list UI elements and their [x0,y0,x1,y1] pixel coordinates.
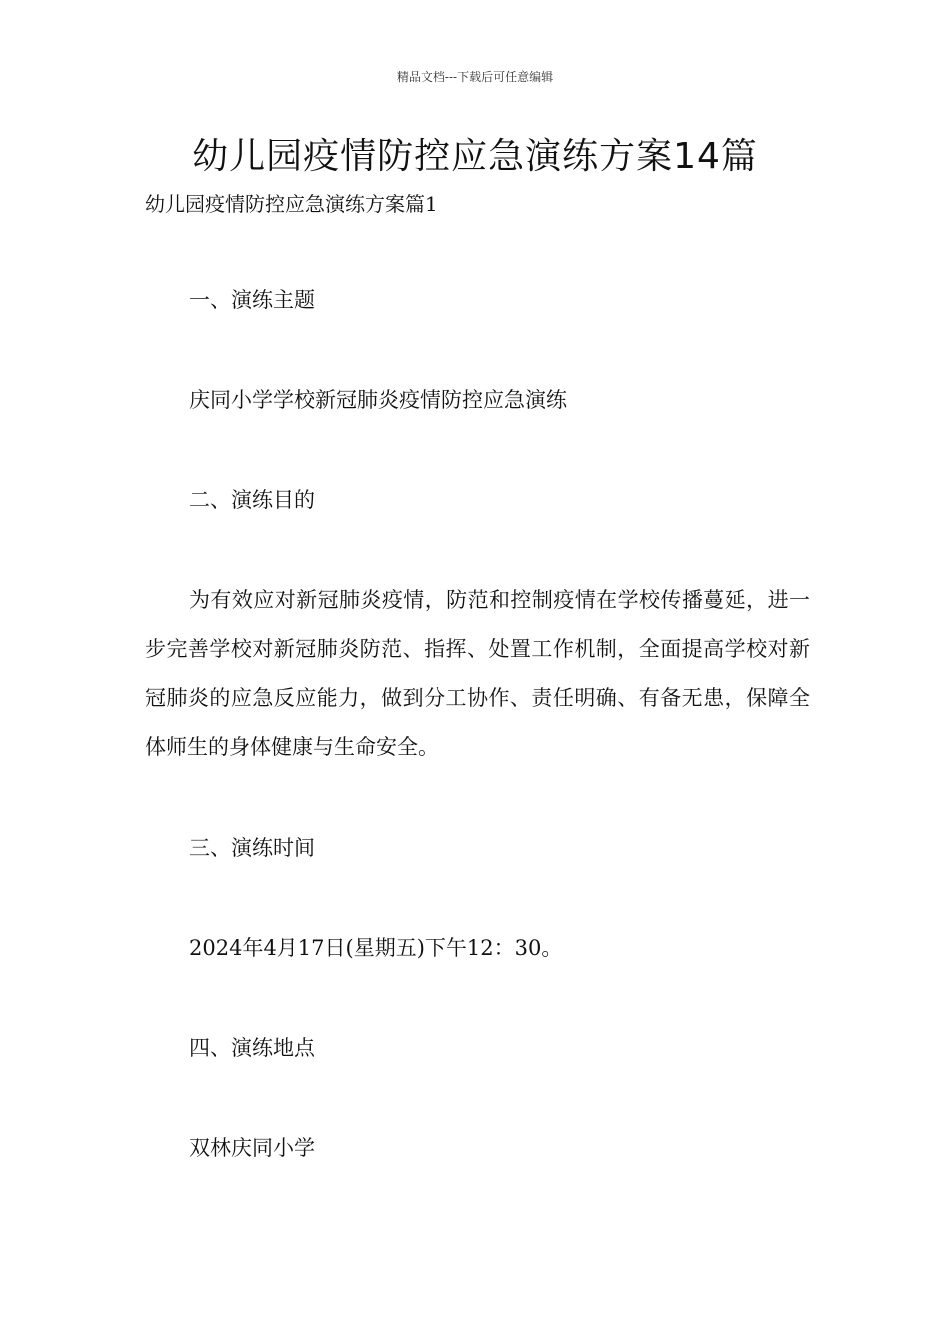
paragraph-drill-theme: 庆同小学学校新冠肺炎疫情防控应急演练 [189,388,567,412]
heading-drill-location: 四、演练地点 [189,1036,315,1060]
heading-drill-time: 三、演练时间 [189,836,315,860]
section-subtitle: 幼儿园疫情防控应急演练方案篇1 [145,192,438,216]
heading-drill-theme: 一、演练主题 [189,288,315,312]
heading-drill-purpose: 二、演练目的 [189,488,315,512]
document-title: 幼儿园疫情防控应急演练方案14篇 [192,136,758,177]
header-note: 精品文档---下载后可任意编辑 [396,70,554,84]
paragraph-drill-purpose: 为有效应对新冠肺炎疫情，防范和控制疫情在学校传播蔓延，进一步完善学校对新冠肺炎防范、指挥、处置工作机制，全面提高学校对新冠肺炎的应急反应能力，做到分工协作、责任明确、有备无患，保障全体师生的身体健康与生命安全。 [145,588,810,759]
paragraph-drill-time: 2024年4月17日(星期五)下午12：30。 [189,936,563,960]
paragraph-drill-location: 双林庆同小学 [189,1136,315,1160]
